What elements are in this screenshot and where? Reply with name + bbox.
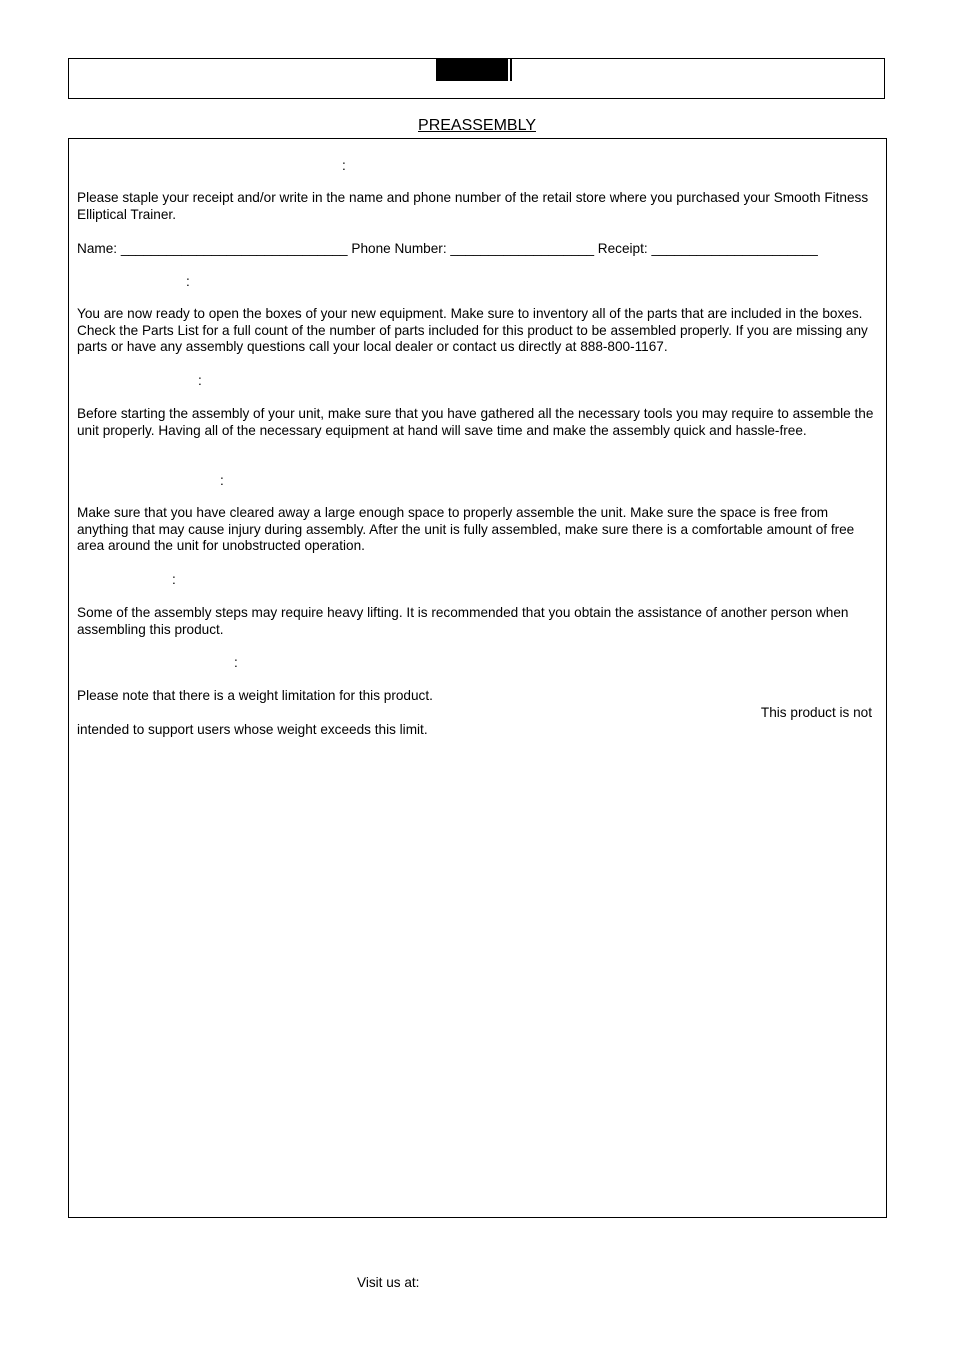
- section-title: PREASSEMBLY: [418, 117, 536, 134]
- parts-heading-colon: :: [186, 274, 190, 289]
- header-black-tab: [436, 59, 508, 81]
- receipt-heading-colon: :: [342, 158, 346, 173]
- tools-heading-colon: :: [198, 373, 202, 388]
- weight-text-line3: intended to support users whose weight exceeds this limit.: [77, 722, 428, 737]
- lifting-text: Some of the assembly steps may require heavy lifting. It is recommended that you obtain the assistance of another person when assembling this product.: [77, 605, 849, 637]
- space-text: Make sure that you have cleared away a large enough space to properly assemble the unit. Make sure the space is free from anything that may cause injury during assembly. After the unit is fully assembled, make sure there is a comfortable amount of free area around the unit for unobstructed operation.: [77, 505, 855, 554]
- preassembly-content-box: [68, 138, 887, 1218]
- tools-text: Before starting the assembly of your unit, make sure that you have gathered all the necessary tools you may require to assemble the unit properly. Having all of the necessary equipment at hand will save time and make the assembly quick and hassle-free.: [77, 406, 874, 438]
- lifting-heading-colon: :: [172, 572, 176, 587]
- weight-heading-colon: :: [234, 655, 238, 670]
- parts-text: You are now ready to open the boxes of your new equipment. Make sure to inventory all of the parts that are included in the boxes. Check the Parts List for a full count of the number of parts included for this product to be assembled properly. If you are missing any parts or have any assembly questions call your local dealer or contact us directly at 888-800-1167.: [77, 306, 868, 355]
- weight-text-line1: Please note that there is a weight limitation for this product.: [77, 688, 433, 703]
- page-header-box: [68, 58, 885, 99]
- header-tab-edge: [510, 59, 512, 81]
- weight-text-line2: This product is not: [760, 705, 872, 720]
- receipt-fields-line: Name: ______________________________ Phone Number: ___________________ Receipt: ______________________: [77, 241, 818, 256]
- receipt-intro-text: Please staple your receipt and/or write in the name and phone number of the retail store where you purchased your Smooth Fitness Elliptical Trainer.: [77, 190, 869, 222]
- space-heading-colon: :: [220, 473, 224, 488]
- footer-visit-label: Visit us at:: [357, 1275, 420, 1290]
